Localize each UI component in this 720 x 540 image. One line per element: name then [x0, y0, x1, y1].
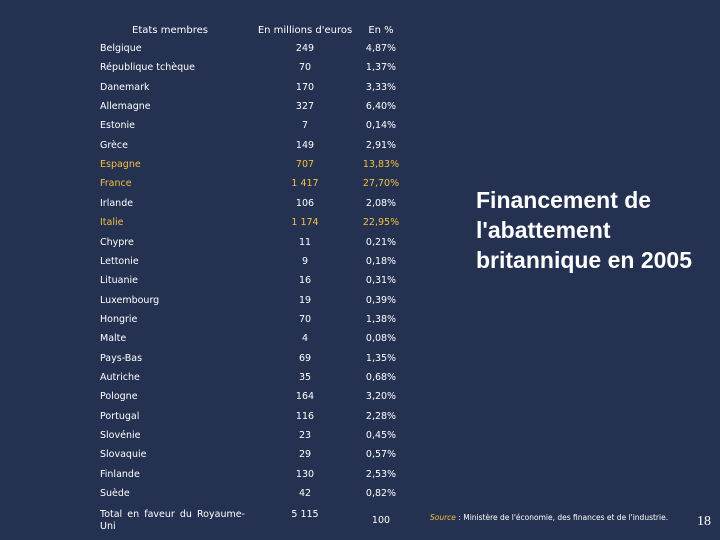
- country-name: Luxembourg: [100, 294, 160, 306]
- table-row: [0, 353, 440, 371]
- amount-millions: 707: [295, 159, 315, 171]
- country-name: France: [100, 178, 132, 190]
- table-row: [0, 62, 440, 80]
- amount-percent: 0,21%: [365, 236, 397, 248]
- amount-millions: 249: [295, 43, 315, 54]
- table-row: [0, 295, 440, 313]
- country-name: Estonie: [100, 120, 135, 132]
- country-name: Lituanie: [100, 275, 139, 287]
- amount-percent: 22,95%: [362, 217, 400, 229]
- amount-millions: 42: [298, 488, 312, 500]
- amount-percent: 3,20%: [365, 391, 397, 403]
- country-name: Italie: [100, 217, 124, 229]
- amount-percent: 2,08%: [365, 197, 397, 209]
- table-header-percent: En %: [368, 25, 394, 36]
- amount-percent: 3,33%: [365, 81, 397, 93]
- table-row: [0, 488, 440, 506]
- country-name: Irlande: [100, 197, 134, 209]
- amount-millions: 19: [298, 294, 312, 306]
- table-row: [0, 217, 440, 235]
- table-row: [0, 43, 440, 61]
- source-note: [430, 513, 668, 522]
- total-percent: 100: [371, 515, 391, 527]
- amount-millions: 1 417: [291, 178, 319, 190]
- amount-millions: 130: [295, 468, 315, 480]
- table-row: [0, 237, 440, 255]
- amount-millions: 70: [298, 313, 312, 325]
- amount-percent: 4,87%: [365, 43, 397, 54]
- table-header-member: Etats membres: [132, 25, 208, 36]
- amount-millions: 29: [298, 449, 312, 461]
- amount-millions: 116: [295, 410, 315, 422]
- amount-millions: 170: [295, 81, 315, 93]
- amount-percent: 0,68%: [365, 371, 397, 383]
- source-text: : Ministère de l'économie, des finances et de l'industrie.: [455, 513, 669, 522]
- amount-percent: 2,91%: [365, 139, 397, 151]
- country-name: Autriche: [100, 371, 140, 383]
- table-row: [0, 178, 440, 196]
- amount-percent: 0,39%: [365, 294, 397, 306]
- slide-title: Financement de l'abattement britannique en 2005: [476, 187, 693, 273]
- table-row: [0, 430, 440, 448]
- amount-millions: 35: [298, 371, 312, 383]
- amount-percent: 0,57%: [365, 449, 397, 461]
- amount-percent: 6,40%: [365, 101, 397, 113]
- country-name: Chypre: [100, 236, 134, 248]
- table-row: [0, 140, 440, 158]
- table-row: [0, 314, 440, 332]
- amount-millions: 4: [301, 333, 309, 345]
- amount-millions: 1 174: [291, 217, 319, 229]
- country-name: Pologne: [100, 391, 138, 403]
- amount-percent: 2,53%: [365, 468, 397, 480]
- amount-millions: 23: [298, 430, 312, 441]
- amount-millions: 11: [298, 236, 312, 248]
- table-total-row: [0, 509, 440, 539]
- source-label: Source: [430, 513, 456, 522]
- country-name: Finlande: [100, 468, 140, 480]
- table-row: [0, 256, 440, 274]
- table-row: [0, 449, 440, 467]
- table-row: [0, 333, 440, 351]
- amount-percent: 0,31%: [365, 275, 397, 287]
- amount-percent: 2,28%: [365, 410, 397, 422]
- page-number: 18: [697, 514, 711, 529]
- country-name: Danemark: [100, 81, 150, 93]
- amount-percent: 13,83%: [362, 159, 400, 171]
- amount-percent: 0,18%: [365, 255, 397, 267]
- country-name: République tchèque: [100, 62, 196, 74]
- amount-percent: 27,70%: [362, 178, 400, 190]
- amount-millions: 9: [301, 255, 309, 267]
- table-row: [0, 469, 440, 487]
- total-label: Total en faveur du Royaume-Uni: [100, 509, 245, 533]
- amount-percent: 1,35%: [365, 352, 397, 364]
- country-name: Espagne: [100, 159, 141, 171]
- total-millions: 5 115: [291, 509, 319, 521]
- country-name: Pays-Bas: [100, 352, 143, 364]
- table-row: [0, 101, 440, 119]
- table-row: [0, 120, 440, 138]
- amount-millions: 16: [298, 275, 312, 287]
- country-name: Suède: [100, 488, 130, 500]
- table-row: [0, 275, 440, 293]
- amount-percent: 0,08%: [365, 333, 397, 345]
- country-name: Belgique: [100, 43, 142, 54]
- amount-percent: 0,45%: [365, 430, 397, 441]
- country-name: Malte: [100, 333, 127, 345]
- country-name: Lettonie: [100, 255, 139, 267]
- amount-percent: 1,38%: [365, 313, 397, 325]
- amount-millions: 164: [295, 391, 315, 403]
- amount-millions: 7: [301, 120, 309, 132]
- amount-percent: 0,14%: [365, 120, 397, 132]
- table-row: [0, 198, 440, 216]
- amount-millions: 70: [298, 62, 312, 74]
- country-name: Slovaquie: [100, 449, 147, 461]
- amount-millions: 327: [295, 101, 315, 113]
- country-name: Grèce: [100, 139, 128, 151]
- table-row: [0, 82, 440, 100]
- table-row: [0, 159, 440, 177]
- country-name: Allemagne: [100, 101, 151, 113]
- amount-percent: 1,37%: [365, 62, 397, 74]
- table-row: [0, 391, 440, 409]
- table-header-millions: En millions d'euros: [257, 25, 353, 36]
- table-row: [0, 372, 440, 390]
- amount-percent: 0,82%: [365, 488, 397, 500]
- amount-millions: 149: [295, 139, 315, 151]
- country-name: Hongrie: [100, 313, 138, 325]
- amount-millions: 69: [298, 352, 312, 364]
- country-name: Portugal: [100, 410, 140, 422]
- country-name: Slovénie: [100, 430, 141, 441]
- amount-millions: 106: [295, 197, 315, 209]
- table-row: [0, 411, 440, 429]
